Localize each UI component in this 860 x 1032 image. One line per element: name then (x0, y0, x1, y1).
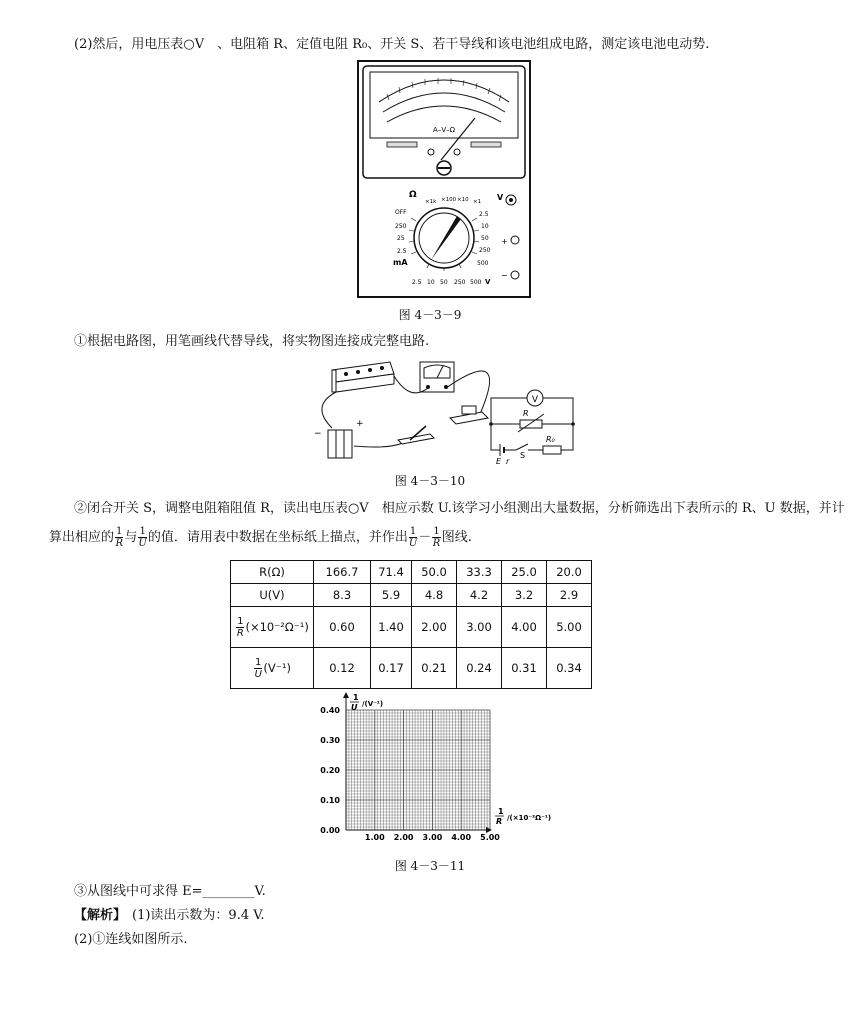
analysis-line (74, 904, 265, 923)
row-label-inv-r-unit: (×10⁻²Ω⁻¹) (245, 619, 309, 634)
range-left-2.5: 2.5 (397, 248, 407, 255)
table-cell: 0.60 (314, 607, 371, 648)
y-axis-label-one: 1 (353, 693, 359, 702)
table-cell: 1.40 (371, 607, 412, 648)
fraction-denominator: U (408, 538, 418, 549)
v-label-top: V (497, 193, 504, 202)
x-tick-label: 5.00 (480, 833, 500, 842)
omega-symbol: Ω (409, 190, 417, 200)
range-bottom-250: 250 (454, 279, 466, 286)
x-axis-label (495, 807, 551, 826)
range-right-50: 50 (481, 235, 489, 242)
fraction-denominator: R (432, 538, 441, 549)
figure-caption-4-3-11: 图 4－3－11 (394, 859, 466, 873)
multiplier-100: ×100 (441, 197, 457, 203)
y-axis-label (350, 693, 383, 712)
meter-label: A–V–Ω (433, 126, 455, 134)
ma-label: mA (393, 258, 408, 267)
step2-line1: ②闭合开关 S，调整电阻箱阻值 R，读出电压表○V 相应示数 U.该学习小组测出大量数据，分析筛选出下表所示的 R、U 数据，并计 (74, 501, 845, 516)
table-cell: 50.0 (412, 561, 457, 584)
analysis-tag: 【解析】 (74, 908, 127, 923)
y-tick-label: 0.40 (320, 706, 340, 715)
fraction-1-over-u (138, 526, 146, 549)
range-bottom-10: 10 (427, 279, 435, 286)
table-row (231, 607, 592, 648)
fraction-numerator: 1 (433, 526, 440, 537)
multiplier-1k: ×1k (425, 199, 437, 205)
fraction-denominator: R (115, 538, 123, 549)
fraction-1-over-r (432, 526, 440, 549)
step3-text: ③从图线中可求得 E=________V. (74, 884, 266, 899)
y-tick-label: 0.10 (320, 796, 340, 805)
plus-terminal-label: + (501, 237, 508, 246)
figure-caption-4-3-9: 图 4－3－9 (398, 308, 462, 322)
x-axis-label-unit: /(×10⁻²Ω⁻¹) (507, 814, 552, 822)
multiplier-10: ×10 (457, 197, 469, 203)
table-cell: 25.0 (502, 561, 547, 584)
x-tick-label: 4.00 (451, 833, 472, 842)
schematic-e-label: E (496, 457, 502, 466)
table-cell: 71.4 (371, 561, 412, 584)
range-bottom-50: 50 (440, 279, 448, 286)
table-cell: 0.17 (371, 648, 412, 689)
table-cell: 0.31 (502, 648, 547, 689)
table-cell: 5.9 (371, 584, 412, 607)
fraction-1-over-r (115, 526, 123, 549)
step2-line2-d: － (418, 530, 432, 545)
table-cell: 5.00 (547, 607, 592, 648)
table-cell: 0.34 (547, 648, 592, 689)
circuit-figure (310, 354, 586, 466)
fraction-denominator: R (236, 627, 244, 639)
fraction-numerator: 1 (409, 526, 417, 537)
table-cell: 4.2 (457, 584, 502, 607)
off-label: OFF (395, 209, 407, 216)
step2-line2-e: 图线. (441, 530, 472, 545)
battery-plus: + (356, 419, 364, 429)
chart-gridlines (346, 710, 490, 830)
schematic-r-label: R (523, 409, 529, 418)
v-label-bottom: V (485, 278, 491, 286)
table-row (231, 561, 592, 584)
schematic-r-internal-label: r (506, 457, 510, 466)
minus-terminal-label: − (501, 271, 508, 280)
schematic-v-label: V (531, 395, 539, 405)
table-row (231, 648, 592, 689)
fraction-1-over-u (254, 657, 262, 680)
row-label-inv-r (231, 607, 314, 648)
schematic-s-label: S (520, 451, 526, 460)
final-text: (2)①连线如图所示. (74, 932, 188, 947)
y-tick-label: 0.30 (320, 736, 340, 745)
table-cell: 20.0 (547, 561, 592, 584)
range-right-500: 500 (477, 260, 489, 267)
schematic-r0-label: R₀ (546, 435, 555, 444)
table-cell: 4.8 (412, 584, 457, 607)
fraction-denominator: U (254, 668, 262, 680)
step2-line2-c: 的值．请用表中数据在坐标纸上描点，并作出 (147, 530, 408, 545)
fraction-denominator: U (138, 538, 147, 549)
tick-labels (320, 706, 503, 842)
fraction-1-over-r (236, 616, 244, 639)
range-bottom-2.5: 2.5 (412, 279, 422, 286)
step2-line2 (49, 526, 472, 549)
x-tick-label: 3.00 (422, 833, 443, 842)
y-axis-label-unit: /(V⁻¹) (362, 700, 384, 708)
table-cell: 0.21 (412, 648, 457, 689)
x-tick-label: 1.00 (364, 833, 385, 842)
data-table (230, 560, 592, 689)
table-cell: 4.00 (502, 607, 547, 648)
range-right-2.5: 2.5 (479, 211, 489, 218)
y-axis-arrow (343, 692, 349, 698)
range-right-250: 250 (479, 247, 491, 254)
row-label-u: U(V) (231, 584, 314, 607)
range-left-25: 25 (397, 235, 405, 242)
intro-text: (2)然后，用电压表○V 、电阻箱 R、定值电阻 R₀、开关 S、若干导线和该电池组成电路，测定该电池电动势. (74, 37, 710, 52)
table-cell: 0.24 (457, 648, 502, 689)
range-right-10: 10 (481, 223, 489, 230)
row-label-inv-u (231, 648, 314, 689)
table-cell: 0.12 (314, 648, 371, 689)
table-cell: 3.2 (502, 584, 547, 607)
fraction-1-over-u (409, 526, 417, 549)
y-axis-label-u: U (351, 703, 358, 712)
battery-minus: − (314, 429, 322, 439)
table-cell: 3.00 (457, 607, 502, 648)
table-cell: 166.7 (314, 561, 371, 584)
row-label-inv-u-unit: (V⁻¹) (263, 660, 291, 675)
step2-line2-a: 算出相应的 (49, 530, 115, 545)
range-left-250: 250 (395, 223, 407, 230)
fraction-numerator: 1 (237, 615, 244, 627)
x-axis-label-one: 1 (498, 807, 504, 816)
step1-text: ①根据电路图，用笔画线代替导线，将实物图连接成完整电路. (74, 334, 430, 349)
graph-paper-chart (310, 690, 580, 850)
figure-caption-4-3-10: 图 4－3－10 (394, 474, 466, 488)
range-bottom-500: 500 (470, 279, 482, 286)
table-cell: 33.3 (457, 561, 502, 584)
step2-line2-b: 与 (124, 530, 138, 545)
fraction-numerator: 1 (116, 526, 123, 537)
x-tick-label: 2.00 (393, 833, 414, 842)
fraction-numerator: 1 (139, 526, 146, 537)
table-cell: 2.9 (547, 584, 592, 607)
table-row (231, 584, 592, 607)
table-cell: 2.00 (412, 607, 457, 648)
y-tick-label: 0.00 (320, 826, 340, 835)
multiplier-1: ×1 (473, 199, 482, 205)
multimeter-figure (357, 60, 531, 298)
y-tick-label: 0.20 (320, 766, 340, 775)
analysis-text: (1)读出示数为：9.4 V. (132, 908, 265, 923)
row-label-r: R(Ω) (231, 561, 314, 584)
table-cell: 8.3 (314, 584, 371, 607)
x-axis-label-r: R (496, 817, 503, 826)
fraction-numerator: 1 (255, 656, 262, 668)
